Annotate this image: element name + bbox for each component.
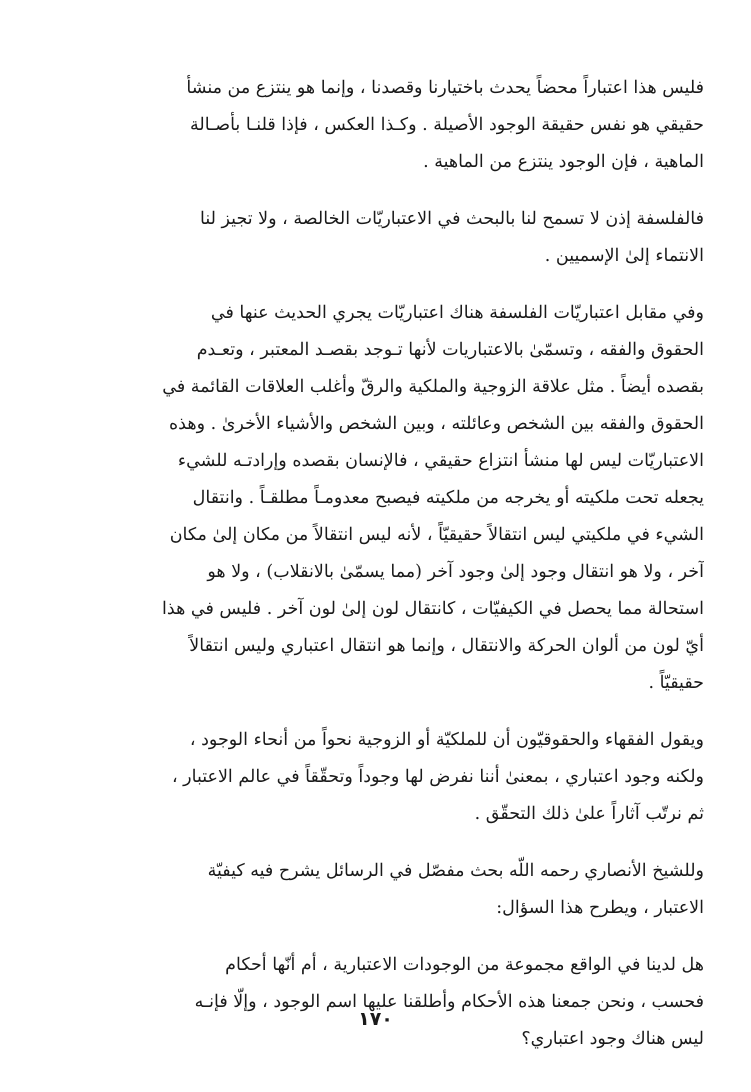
text-line: وللشيخ الأنصاري رحمه اللّه بحث مفصّل في الرسائل يشرح فيه كيفيّة — [207, 861, 704, 881]
text-line: الاعتبار ، ويطرح هذا السؤال: — [496, 898, 704, 918]
text-line: الماهية ، فإن الوجود ينتزع من الماهية . — [423, 152, 704, 172]
paragraph-5 — [90, 853, 704, 927]
text-line: وفي مقابل اعتباريّات الفلسفة هناك اعتباريّات يجري الحديث عنها في — [210, 303, 704, 323]
text-line: الحقوق والفقه ، وتسمّىٰ بالاعتباريات لأنها تـوجد بقصـد المعتبر ، وتعـدم — [196, 340, 704, 360]
paragraph-1 — [90, 70, 704, 181]
text-line: فليس هذا اعتباراً محضاً يحدث باختيارنا وقصدنا ، وإنما هو ينتزع من منشأ — [186, 78, 704, 98]
text-line: أيّ لون من ألوان الحركة والانتقال ، وإنما هو انتقال اعتباري وليس انتقالاً — [189, 636, 704, 656]
page-number: ١٧٠ — [358, 1008, 393, 1030]
text-line: الانتماء إلىٰ الإسميين . — [544, 246, 704, 266]
paragraph-4 — [90, 722, 704, 833]
text-line: فالفلسفة إذن لا تسمح لنا بالبحث في الاعتباريّات الخالصة ، ولا تجيز لنا — [200, 209, 704, 229]
text-line: الحقوق والفقه بين الشخص وعائلته ، وبين الشخص والأشياء الأخرىٰ . وهذه — [169, 414, 704, 434]
paragraph-3 — [90, 295, 704, 702]
text-line: استحالة مما يحصل في الكيفيّات ، كانتقال لون إلىٰ لون آخر . فليس في هذا — [162, 599, 704, 619]
text-line: الاعتباريّات ليس لها منشأ انتزاع حقيقي ، فالإنسان بقصده وإرادتـه للشيء — [177, 451, 704, 471]
text-line: هل لدينا في الواقع مجموعة من الوجودات الاعتبارية ، أم أنّها أحكام — [225, 955, 704, 975]
text-line: فحسب ، ونحن جمعنا هذه الأحكام وأطلقنا عليها اسم الوجود ، وإلّا فإنـه — [194, 992, 704, 1012]
text-line: حقيقيّاً . — [648, 673, 704, 693]
text-line: ثم نرتّب آثاراً علىٰ ذلك التحقّق . — [474, 804, 704, 824]
text-line: ويقول الفقهاء والحقوقيّون أن للملكيّة أو الزوجية نحواً من أنحاء الوجود ، — [189, 730, 704, 750]
text-line: ليس هناك وجود اعتباري؟ — [521, 1029, 704, 1049]
page-body — [90, 70, 704, 1078]
text-line: ولكنه وجود اعتباري ، بمعنىٰ أننا نفرض لها وجوداً وتحقّقاً في عالم الاعتبار ، — [171, 767, 704, 787]
text-line: بقصده أيضاً . مثل علاقة الزوجية والملكية والرقّ وأغلب العلاقات القائمة في — [162, 377, 704, 397]
text-line: آخر ، ولا هو انتقال وجود إلىٰ وجود آخر (مما يسمّىٰ بالانقلاب) ، ولا هو — [207, 562, 704, 582]
text-line: الشيء في ملكيتي ليس انتقالاً حقيقيّاً ، لأنه ليس انتقالاً من مكان إلىٰ مكان — [169, 525, 704, 545]
text-line: يجعله تحت ملكيته أو يخرجه من ملكيته فيصبح معدومـاً مطلقـاً . وانتقال — [192, 488, 704, 508]
paragraph-6 — [90, 947, 704, 1058]
paragraph-2 — [90, 201, 704, 275]
text-line: حقيقي هو نفس حقيقة الوجود الأصيلة . وكـذا العكس ، فإذا قلنـا بأصـالة — [190, 115, 704, 135]
